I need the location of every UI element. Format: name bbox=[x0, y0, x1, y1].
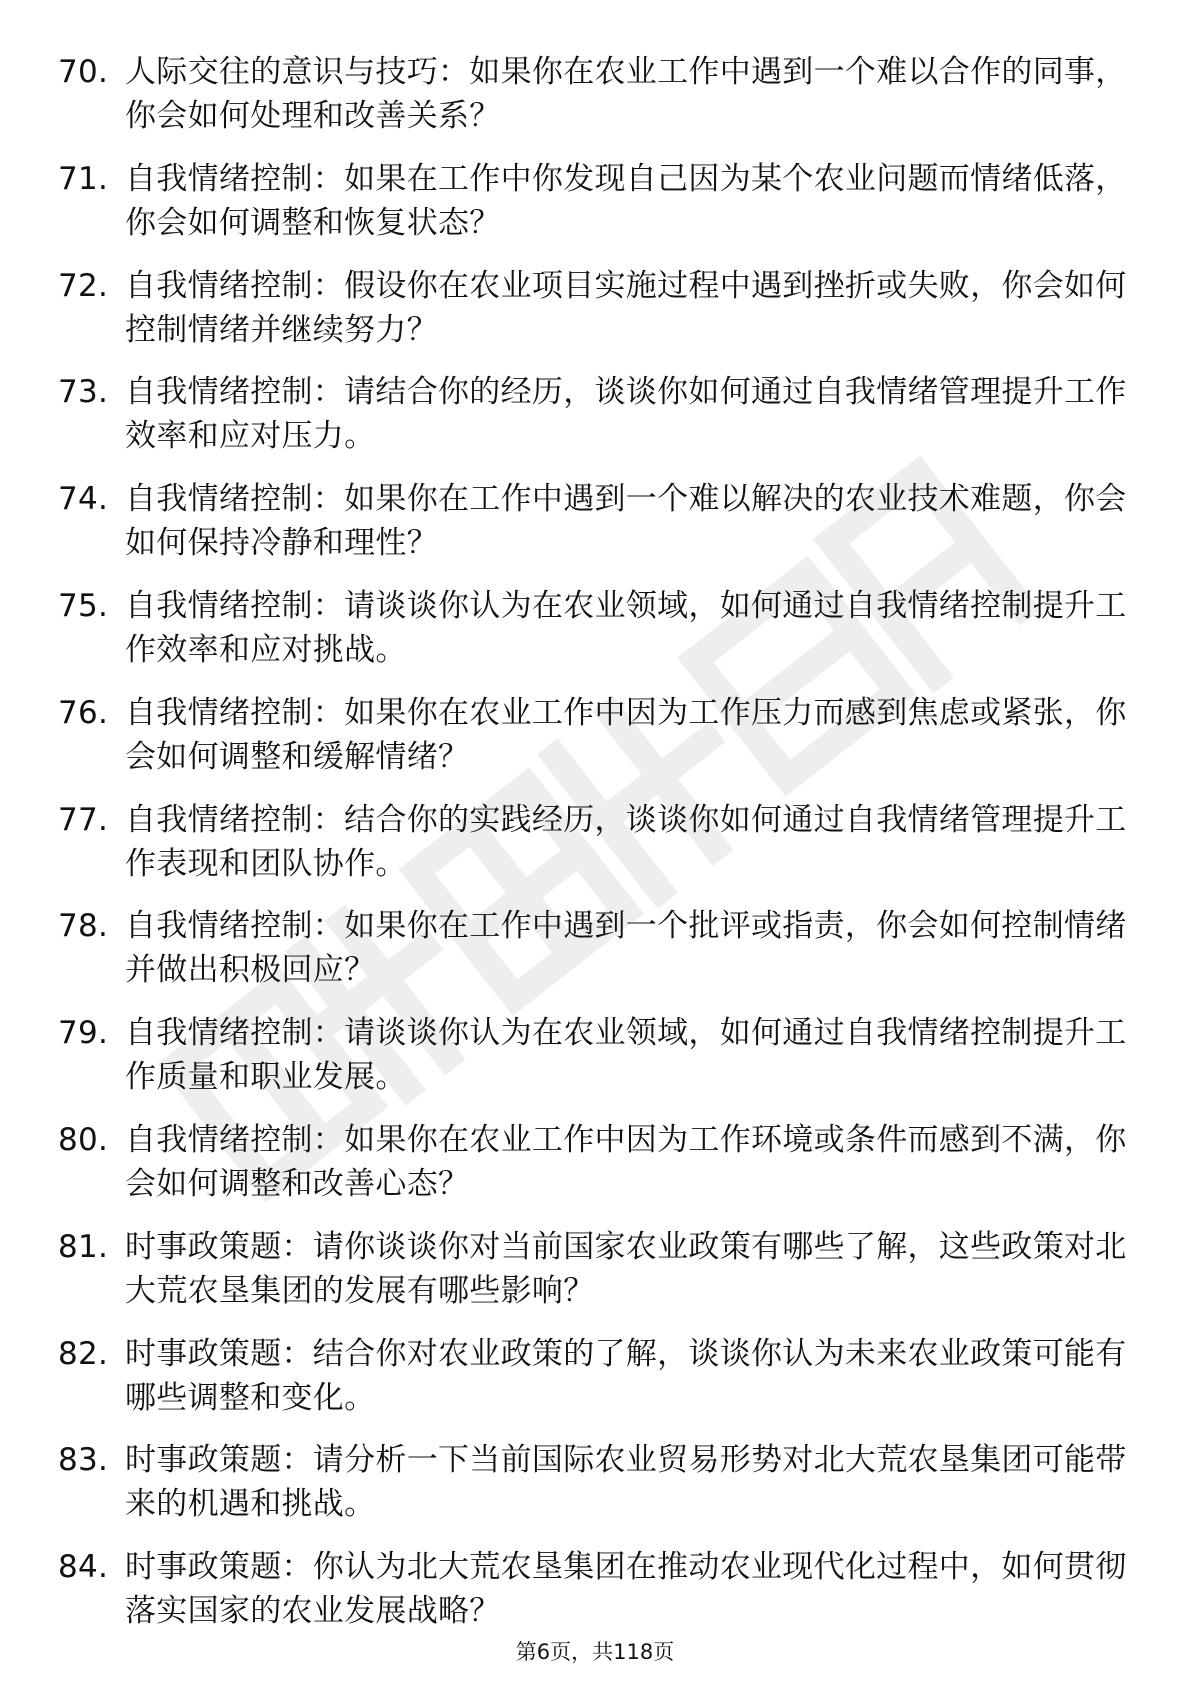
question-text: 自我情绪控制：如果你在工作中遇到一个难以解决的农业技术难题，你会如何保持冷静和理性？ bbox=[125, 481, 1127, 562]
question-number: 83. bbox=[58, 1442, 109, 1479]
question-number: 77. bbox=[58, 801, 109, 838]
list-item bbox=[58, 264, 1138, 352]
list-item bbox=[58, 1118, 1138, 1206]
question-text: 自我情绪控制：假设你在农业项目实施过程中遇到挫折或失败，你会如何控制情绪并继续努力？ bbox=[125, 267, 1127, 348]
question-number: 79. bbox=[58, 1015, 109, 1052]
list-item bbox=[58, 584, 1138, 672]
list-item bbox=[58, 1011, 1138, 1099]
question-text: 人际交往的意识与技巧：如果你在农业工作中遇到一个难以合作的同事，你会如何处理和改善关系？ bbox=[125, 54, 1127, 134]
question-number: 81. bbox=[58, 1228, 109, 1265]
list-item bbox=[58, 50, 1138, 138]
question-number: 84. bbox=[58, 1549, 109, 1586]
question-text: 自我情绪控制：请谈谈你认为在农业领域，如何通过自我情绪控制提升工作效率和应对挑战。 bbox=[125, 587, 1127, 668]
list-item bbox=[58, 157, 1138, 245]
list-item bbox=[58, 904, 1138, 992]
list-item bbox=[58, 1332, 1138, 1420]
question-number: 73. bbox=[58, 374, 109, 411]
question-number: 71. bbox=[58, 160, 109, 197]
question-text: 自我情绪控制：如果你在工作中遇到一个批评或指责，你会如何控制情绪并做出积极回应？ bbox=[125, 908, 1127, 989]
list-item bbox=[58, 477, 1138, 565]
question-text: 时事政策题：请分析一下当前国际农业贸易形势对北大荒农垦集团可能带来的机遇和挑战。 bbox=[125, 1442, 1127, 1523]
list-item bbox=[58, 798, 1138, 886]
question-text: 自我情绪控制：请谈谈你认为在农业领域，如何通过自我情绪控制提升工作质量和职业发展。 bbox=[125, 1015, 1127, 1096]
question-number: 78. bbox=[58, 908, 109, 945]
question-text: 时事政策题：请你谈谈你对当前国家农业政策有哪些了解，这些政策对北大荒农垦集团的发展有哪些影响？ bbox=[125, 1228, 1127, 1309]
page-number-footer: 第6页，共118页 bbox=[515, 1640, 675, 1664]
list-item bbox=[58, 1545, 1138, 1633]
list-item bbox=[58, 691, 1138, 779]
question-text: 自我情绪控制：如果在工作中你发现自己因为某个农业问题而情绪低落，你会如何调整和恢复状态？ bbox=[125, 160, 1127, 241]
question-list bbox=[58, 50, 1138, 1652]
list-item bbox=[58, 1225, 1138, 1313]
question-number: 70. bbox=[58, 54, 109, 90]
list-item bbox=[58, 370, 1138, 458]
question-number: 75. bbox=[58, 587, 109, 624]
question-number: 74. bbox=[58, 481, 109, 518]
list-item bbox=[58, 1438, 1138, 1526]
question-number: 76. bbox=[58, 694, 109, 731]
question-text: 时事政策题：你认为北大荒农垦集团在推动农业现代化过程中，如何贯彻落实国家的农业发展战略？ bbox=[125, 1549, 1127, 1630]
question-text: 自我情绪控制：如果你在农业工作中因为工作压力而感到焦虑或紧张，你会如何调整和缓解情绪？ bbox=[125, 694, 1127, 775]
question-number: 82. bbox=[58, 1335, 109, 1372]
question-number: 80. bbox=[58, 1121, 109, 1158]
question-text: 自我情绪控制：结合你的实践经历，谈谈你如何通过自我情绪管理提升工作表现和团队协作。 bbox=[125, 801, 1127, 882]
question-text: 自我情绪控制：如果你在农业工作中因为工作环境或条件而感到不满，你会如何调整和改善心态？ bbox=[125, 1121, 1127, 1202]
question-number: 72. bbox=[58, 267, 109, 304]
question-text: 自我情绪控制：请结合你的经历，谈谈你如何通过自我情绪管理提升工作效率和应对压力。 bbox=[125, 374, 1127, 455]
question-text: 时事政策题：结合你对农业政策的了解，谈谈你认为未来农业政策可能有哪些调整和变化。 bbox=[125, 1335, 1127, 1416]
